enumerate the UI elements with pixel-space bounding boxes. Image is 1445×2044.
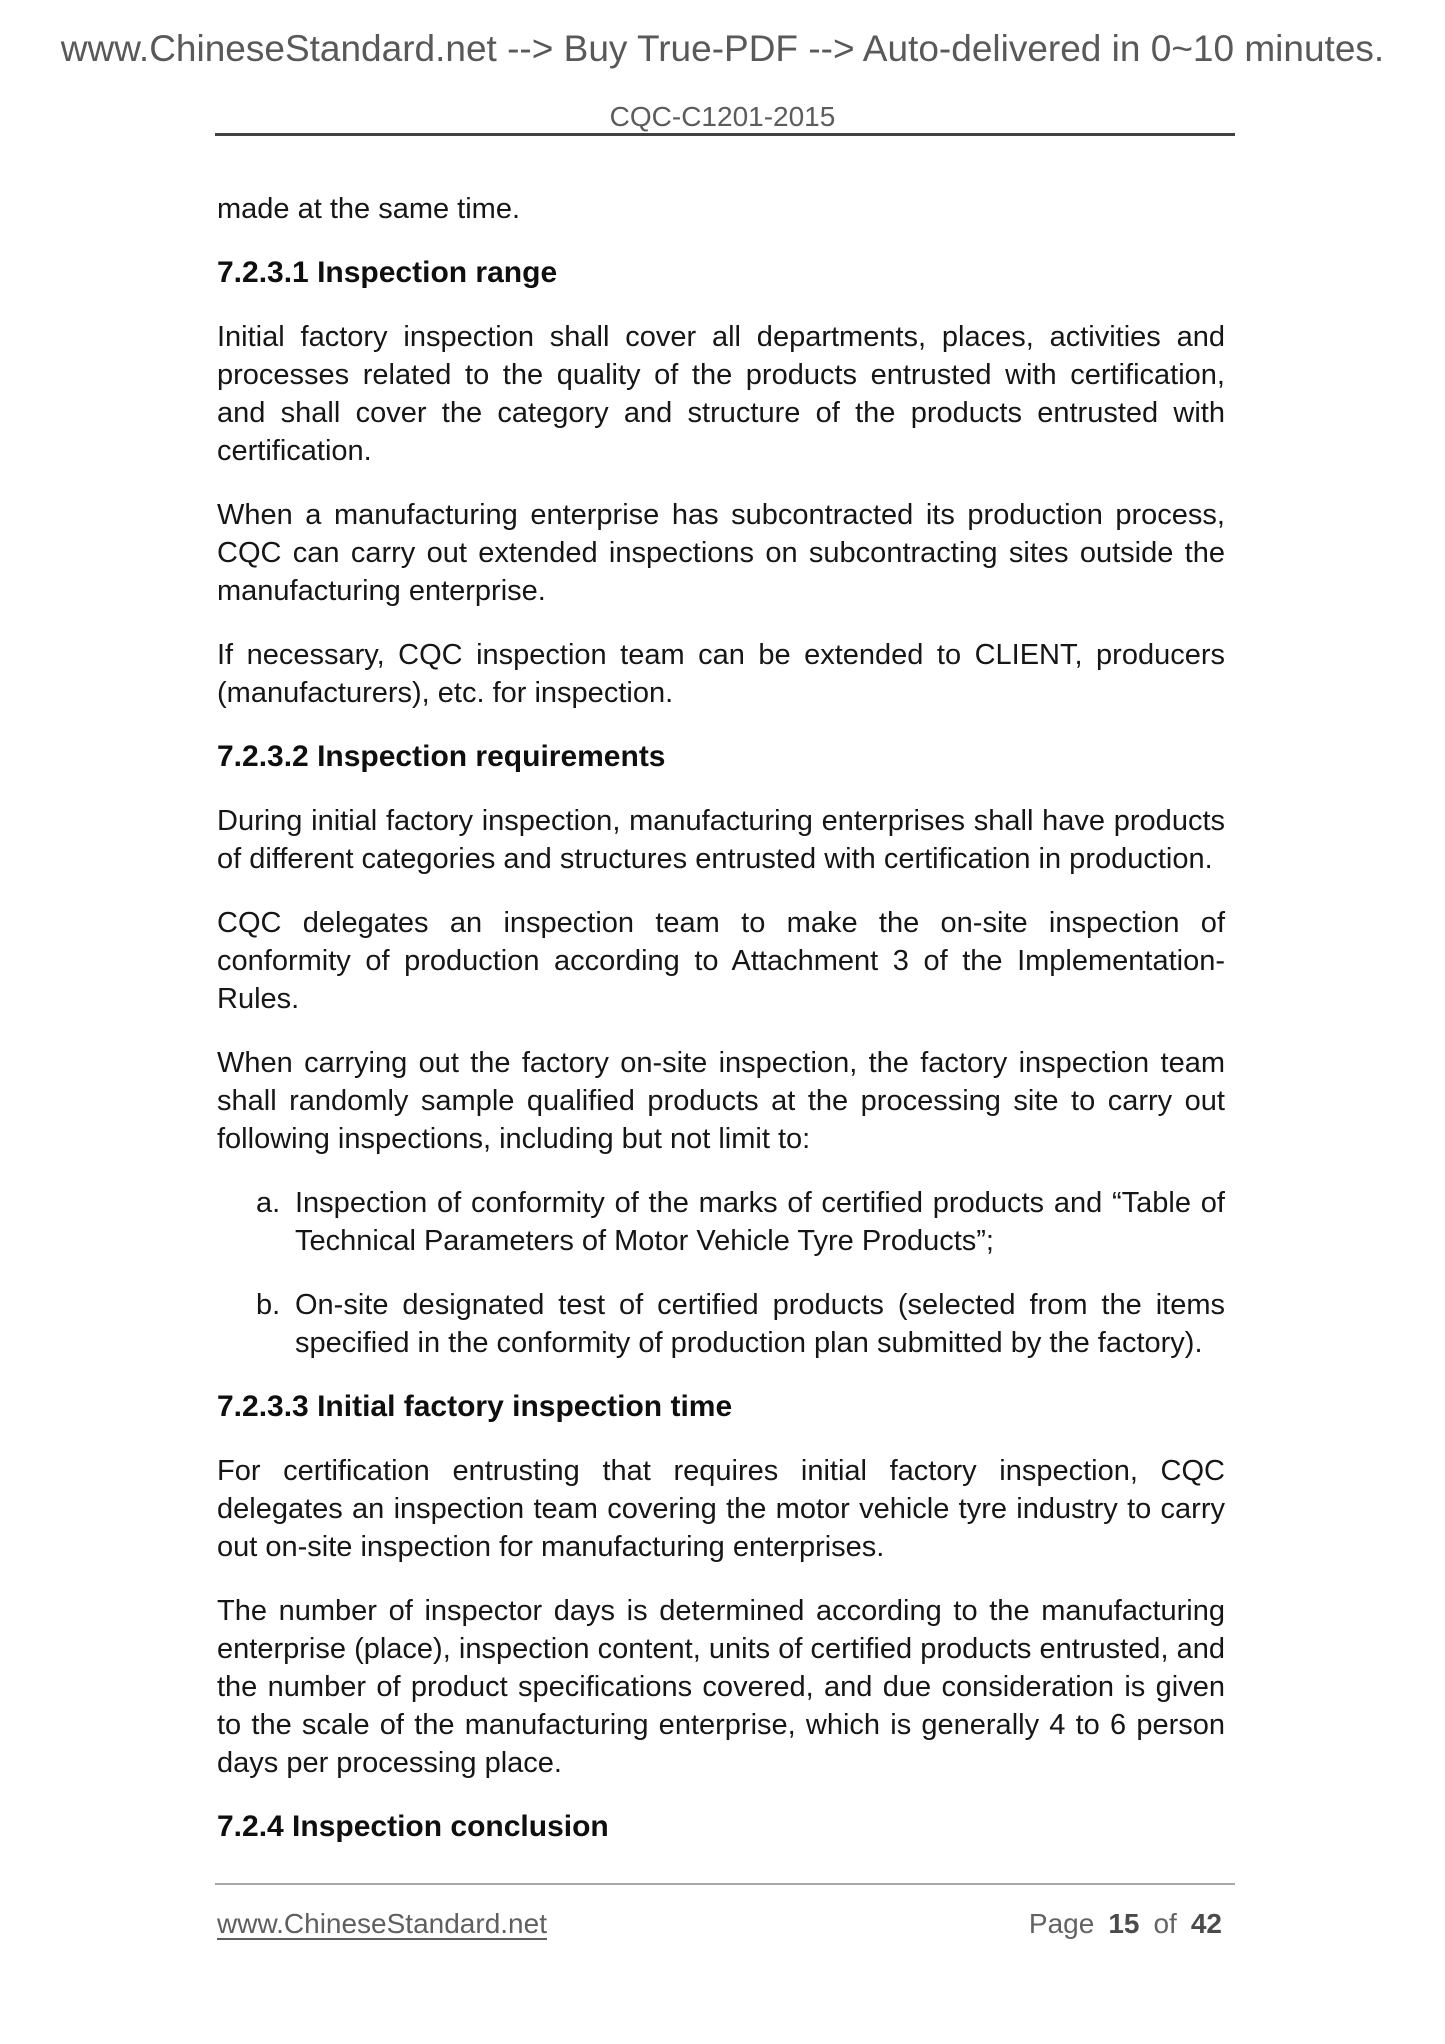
page-total-number: 42 xyxy=(1190,1908,1222,1939)
list-text-b: On-site designated test of certified products (selected from the items specified in the conformity of production plan submitted by the factory). xyxy=(295,1289,1225,1359)
section-heading-7-2-3-3: 7.2.3.3 Initial factory inspection time xyxy=(217,1390,733,1423)
header-divider xyxy=(215,133,1235,136)
header-promo-line: www.ChineseStandard.net --> Buy True-PDF --> Auto-delivered in 0~10 minutes. xyxy=(60,28,1385,69)
paragraph-inspection-requirements-2: CQC delegates an inspection team to make the on-site inspection of conformity of production according to Attachment 3 of the Implementation-Rules. xyxy=(217,907,1225,1015)
page-current-number: 15 xyxy=(1108,1908,1140,1939)
paragraph-carryover: made at the same time. xyxy=(217,193,521,225)
paragraph-inspection-range-2: When a manufacturing enterprise has subcontracted its production process, CQC can carry out extended inspections on subcontracting sites outside the manufacturing enterprise. xyxy=(217,499,1225,607)
page-label: Page xyxy=(1028,1908,1095,1939)
list-label-b: b. xyxy=(256,1289,281,1321)
doc-code-title: CQC-C1201-2015 xyxy=(609,101,836,132)
footer-site-link[interactable]: www.ChineseStandard.net xyxy=(217,1908,547,1939)
footer-divider xyxy=(215,1883,1235,1885)
paragraph-inspection-range-3: If necessary, CQC inspection team can be extended to CLIENT, producers (manufacturers), etc. for inspection. xyxy=(217,639,1225,709)
list-label-a: a. xyxy=(256,1187,281,1219)
paragraph-inspection-requirements-3: When carrying out the factory on-site inspection, the factory inspection team shall randomly sample qualified products at the processing site to carry out following inspections, including but not limit to: xyxy=(217,1047,1225,1155)
of-label: of xyxy=(1153,1908,1177,1939)
section-heading-7-2-3-1: 7.2.3.1 Inspection range xyxy=(217,256,558,289)
paragraph-inspection-time-1: For certification entrusting that requires initial factory inspection, CQC delegates an inspection team covering the motor vehicle tyre industry to carry out on-site inspection for manufacturing enterprises. xyxy=(217,1455,1225,1563)
list-text-a: Inspection of conformity of the marks of certified products and “Table of Technical Parameters of Motor Vehicle Tyre Products”; xyxy=(295,1187,1225,1257)
paragraph-inspection-time-2: The number of inspector days is determined according to the manufacturing enterprise (place), inspection content, units of certified products entrusted, and the number of product specifications covered, and due consideration is given to the scale of the manufacturing enterprise, which is generally 4 to 6 person days per processing place. xyxy=(217,1595,1225,1779)
paragraph-inspection-requirements-1: During initial factory inspection, manufacturing enterprises shall have products of different categories and structures entrusted with certification in production. xyxy=(217,805,1225,875)
page-indicator xyxy=(1029,1906,1222,1942)
list-item-a xyxy=(217,1184,1225,1260)
list-item-b xyxy=(217,1286,1225,1362)
section-heading-7-2-4: 7.2.4 Inspection conclusion xyxy=(217,1810,609,1843)
footer xyxy=(217,1906,1222,1942)
paragraph-inspection-range-1: Initial factory inspection shall cover all departments, places, activities and processes related to the quality of the products entrusted with certification, and shall cover the category and structure of the products entrusted with certification. xyxy=(217,321,1225,467)
document-body xyxy=(217,190,1225,1872)
section-heading-7-2-3-2: 7.2.3.2 Inspection requirements xyxy=(217,740,666,773)
